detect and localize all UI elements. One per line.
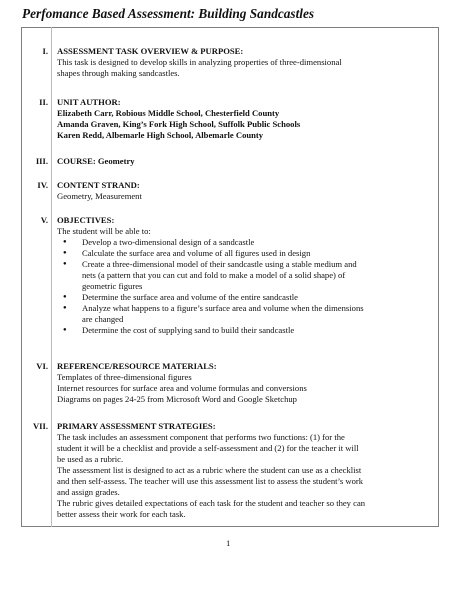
objective-item: ● Determine the surface area and volume of the entire sandcastle: [57, 292, 428, 303]
section-text: The task includes an assessment component that performs two functions: (1) for the: [57, 432, 345, 442]
objective-item: ● Calculate the surface area and volume of all figures used in design: [57, 248, 428, 259]
section-text: Templates of three-dimensional figures: [57, 372, 192, 382]
section-text: Geometry, Measurement: [57, 191, 142, 201]
section-number: VI.: [36, 361, 48, 371]
objective-item: ● Analyze what happens to a figure’s surface area and volume when the dimensions are changed: [57, 303, 428, 325]
section-heading: CONTENT STRAND:: [57, 180, 140, 190]
section-text: Internet resources for surface area and volume formulas and conversions: [57, 383, 307, 393]
section-text: better assess their work for each task.: [57, 509, 186, 519]
section-text: Diagrams on pages 24-25 from Microsoft Word and Google Sketchup: [57, 394, 297, 404]
author-line: Karen Redd, Albemarle High School, Albemarle County: [57, 130, 264, 140]
section-heading: REFERENCE/RESOURCE MATERIALS:: [57, 361, 217, 371]
section-number: II.: [39, 97, 48, 107]
section-text: be used as a rubric.: [57, 454, 124, 464]
section-text: This task is designed to develop skills in analyzing properties of three-dimensional: [57, 57, 342, 67]
section-number: I.: [42, 46, 48, 56]
author-line: Elizabeth Carr, Robious Middle School, Chesterfield County: [57, 108, 280, 118]
section-text: The assessment list is designed to act as a rubric where the student can use as a checklist: [57, 465, 362, 475]
objectives-list: [57, 237, 428, 336]
content-table: [21, 27, 439, 527]
document-title: Perfomance Based Assessment: Building Sandcastles: [22, 6, 315, 21]
section-heading: UNIT AUTHOR:: [57, 97, 121, 107]
author-line: Amanda Graven, King’s Fork High School, Suffolk Public Schools: [57, 119, 301, 129]
section-heading: ASSESSMENT TASK OVERVIEW & PURPOSE:: [57, 46, 244, 56]
section-text: shapes through making sandcastles.: [57, 68, 180, 78]
section-number: V.: [40, 215, 48, 225]
section-heading: OBJECTIVES:: [57, 215, 115, 225]
objective-item: ● Determine the cost of supplying sand to build their sandcastle: [57, 325, 428, 336]
section-text: and assign grades.: [57, 487, 120, 497]
section-heading: PRIMARY ASSESSMENT STRATEGIES:: [57, 421, 216, 431]
section-text: The student will be able to:: [57, 226, 151, 236]
section-text: The rubric gives detailed expectations of each task for the student and teacher so they can: [57, 498, 366, 508]
section-heading: COURSE: Geometry: [57, 156, 135, 166]
section-text: student it will be a checklist and provide a self-assessment and (2) for the teacher it will: [57, 443, 359, 453]
objective-item: ● Develop a two-dimensional design of a sandcastle: [57, 237, 428, 248]
section-number: VII.: [32, 421, 48, 431]
section-number: IV.: [37, 180, 48, 190]
page-number: 1: [226, 538, 231, 548]
section-number: III.: [35, 156, 48, 166]
objective-item: ● Create a three-dimensional model of their sandcastle using a stable medium and nets (a pattern that you can cut and fold to make a model of a solid shape) of geometric figures: [57, 259, 428, 292]
section-text: and then self-assess. The teacher will use this assessment list to assess the student’s work: [57, 476, 364, 486]
